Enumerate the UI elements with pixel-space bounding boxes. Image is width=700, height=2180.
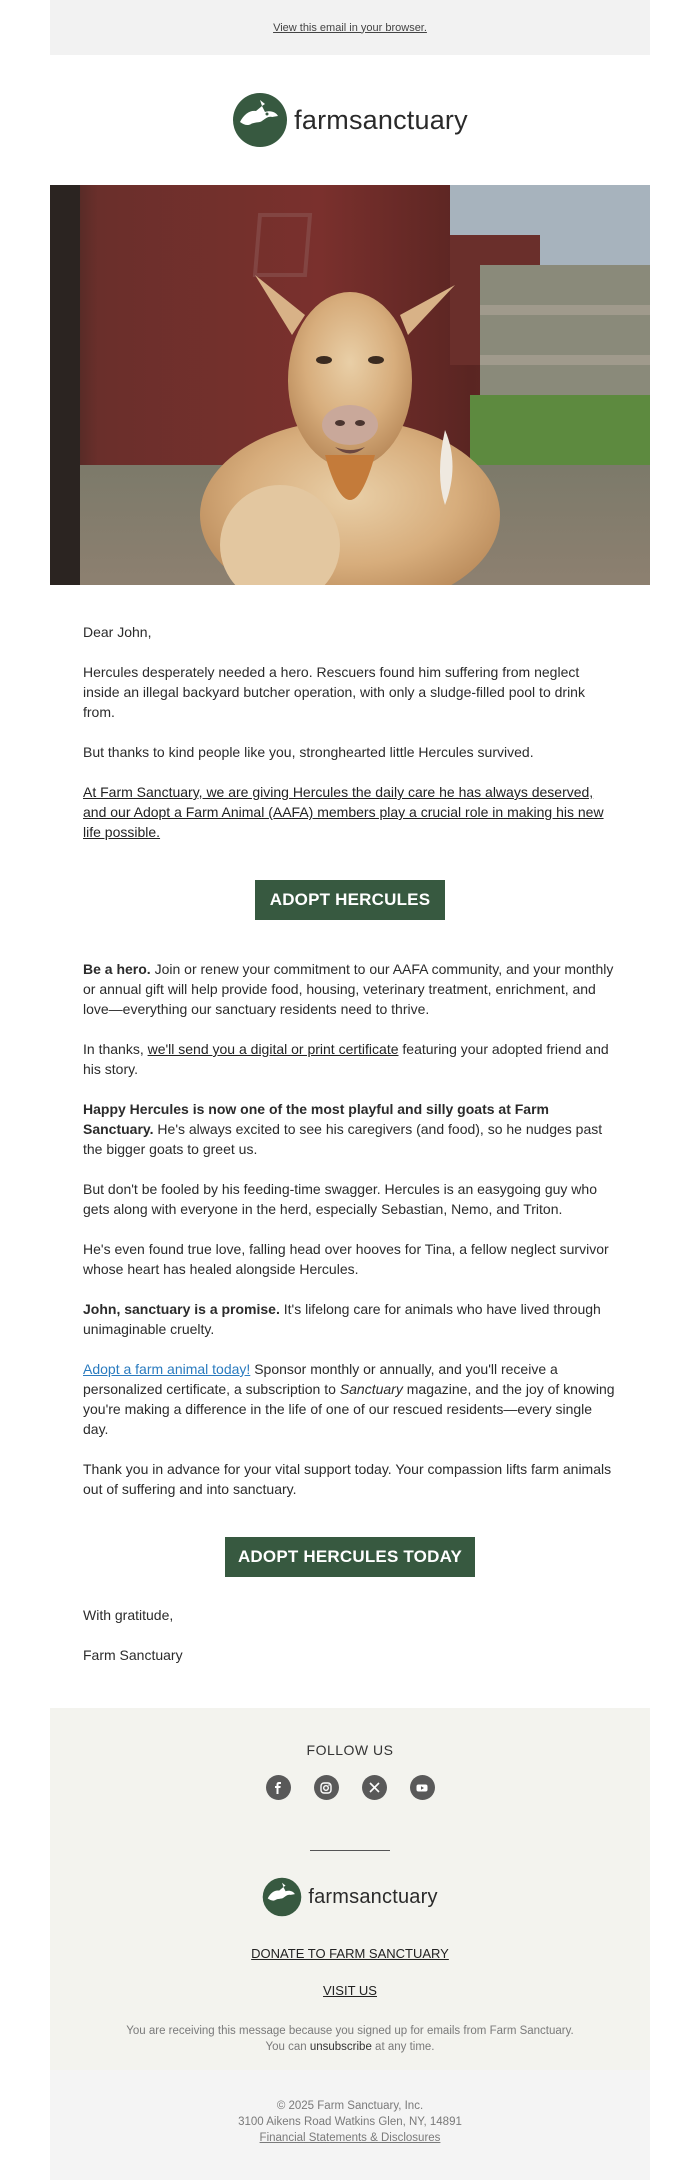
paragraph-1: Hercules desperately needed a hero. Rescuers found him suffering from neglect inside an illegal backyard butcher operation, with only a sludge-filled pool to drink from. [83, 664, 585, 720]
adopt-hercules-today-button[interactable]: ADOPT HERCULES TODAY [225, 1537, 475, 1577]
legal-block [50, 2098, 650, 2146]
footer-brand-wordmark: farmsanctuary [308, 1885, 438, 1908]
footer-legal [50, 2070, 650, 2180]
copyright: © 2025 Farm Sanctuary, Inc. [276, 2100, 424, 2112]
happy-hercules-bold: Happy Hercules is now one of the most playful and silly goats at Farm Sanctuary. [83, 1101, 549, 1137]
subscription-notice [50, 2023, 650, 2055]
paragraph-thank-you: Thank you in advance for your vital support today. Your compassion lifts farm animals out of suffering and into sanctuary. [83, 1461, 612, 1497]
notice-text-b: at any time. [371, 2041, 435, 2053]
footer [50, 1708, 650, 2070]
email-container [50, 0, 650, 2144]
header-logo-row [50, 55, 650, 185]
adopt-hercules-button[interactable]: ADOPT HERCULES [255, 880, 445, 920]
adopt-today-text-b: magazine, and the joy of knowing you're making a difference in the life of one of our rescued residents—every single day. [83, 1381, 615, 1437]
notice-text-a: You can [265, 2041, 310, 2053]
paragraph-promise [83, 1299, 617, 1339]
notice-line-1: You are receiving this message because you signed up for emails from Farm Sanctuary. [126, 2025, 574, 2037]
be-a-hero-bold: Be a hero. [83, 961, 151, 977]
closing: With gratitude, [83, 1607, 174, 1623]
greeting: Dear John, [83, 624, 152, 640]
cta-1-wrap [50, 880, 650, 920]
visit-row [50, 1982, 650, 2000]
view-in-browser-link[interactable]: View this email in your browser. [273, 21, 427, 34]
facebook-icon[interactable] [266, 1775, 291, 1800]
cta-2-wrap [50, 1537, 650, 1577]
promise-text: It's lifelong care for animals who have lived through unimaginable cruelty. [83, 1301, 601, 1337]
donate-row [50, 1945, 650, 1963]
be-a-hero-text: Join or renew your commitment to our AAFA community, and your monthly or annual gift will help provide food, housing, veterinary treatment, enrichment, and love—everything our sanctuary residents need to thrive. [83, 961, 614, 1017]
paragraph-happy-hercules [83, 1099, 617, 1159]
footer-divider [310, 1850, 390, 1851]
financial-disclosures-link[interactable]: Financial Statements & Disclosures [259, 2132, 441, 2144]
brand-wordmark: farmsanctuary [294, 104, 468, 135]
footer-logo-icon [262, 1877, 302, 1917]
follow-us-heading: FOLLOW US [306, 1742, 394, 1758]
paragraph-swagger: But don't be fooled by his feeding-time swagger. Hercules is an easygoing guy who gets along with everyone in the herd, especially Sebastian, Nemo, and Triton. [83, 1181, 597, 1217]
farm-sanctuary-logo-icon [232, 92, 288, 148]
footer-logo-row [50, 1877, 650, 1917]
notice-line-2 [50, 2039, 650, 2055]
certificate-link[interactable]: we'll send you a digital or print certificate [147, 1041, 399, 1057]
donate-link[interactable]: DONATE TO FARM SANCTUARY [251, 1946, 449, 1961]
happy-hercules-text: He's always excited to see his caregivers (and food), so he nudges past the bigger goats to greet us. [83, 1121, 603, 1157]
social-links [50, 1775, 650, 1800]
youtube-icon[interactable] [410, 1775, 435, 1800]
paragraph-certificate [83, 1039, 617, 1079]
x-icon[interactable] [362, 1775, 387, 1800]
visit-us-link[interactable]: VISIT US [323, 1983, 377, 1998]
paragraph-true-love: He's even found true love, falling head over hooves for Tina, a fellow neglect survivor whose heart has healed alongside Hercules. [83, 1241, 609, 1277]
preheader-bar [50, 0, 650, 55]
footer-brand-logo[interactable] [262, 1877, 437, 1917]
goat-photo [50, 185, 650, 585]
sanctuary-magazine-title: Sanctuary [339, 1381, 403, 1397]
promise-bold: John, sanctuary is a promise. [83, 1301, 280, 1317]
address: 3100 Aikens Road Watkins Glen, NY, 14891 [238, 2116, 462, 2128]
adopt-farm-animal-link[interactable]: Adopt a farm animal today! [83, 1361, 251, 1377]
aafa-care-link[interactable]: At Farm Sanctuary, we are giving Hercules the daily care he has always deserved, and our Adopt a Farm Animal (AAFA) members play a crucial role in making his new life possible. [83, 784, 604, 840]
paragraph-2: But thanks to kind people like you, stronghearted little Hercules survived. [83, 744, 534, 760]
adopt-today-text-a: Sponsor monthly or annually, and you'll receive a personalized certificate, a subscription to [83, 1361, 558, 1397]
brand-logo[interactable] [232, 92, 468, 148]
certificate-text-b: featuring your adopted friend and his story. [83, 1041, 609, 1077]
paragraph-be-a-hero [83, 959, 617, 1019]
email-body [50, 622, 650, 1665]
certificate-text-a: In thanks, [83, 1041, 148, 1057]
paragraph-adopt-today [83, 1359, 617, 1439]
unsubscribe-link[interactable]: unsubscribe [309, 2041, 372, 2053]
signature: Farm Sanctuary [83, 1647, 183, 1663]
hero-image [50, 185, 650, 585]
paragraph-3 [83, 782, 617, 842]
instagram-icon[interactable] [314, 1775, 339, 1800]
